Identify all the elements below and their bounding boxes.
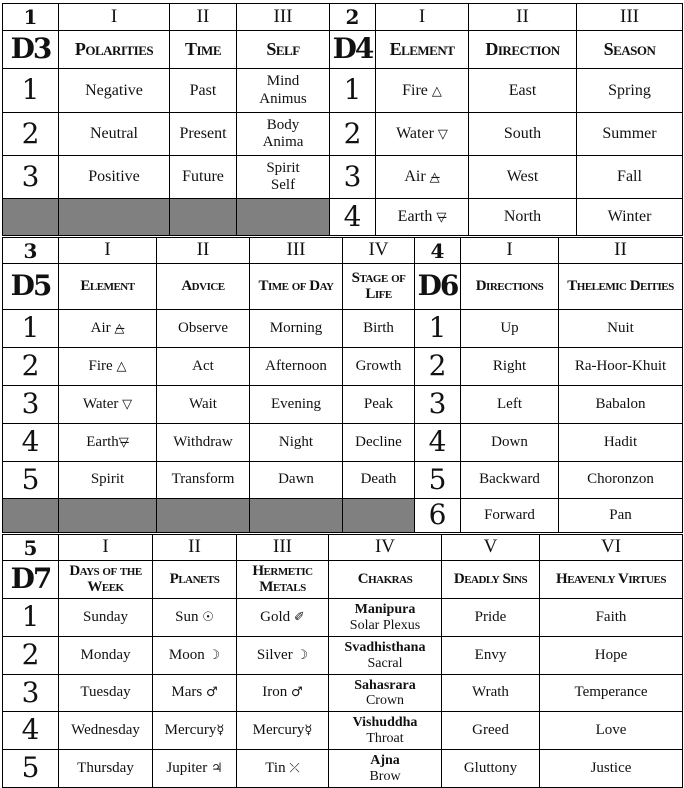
virtue-cell: Temperance: [540, 675, 683, 712]
cell: Summer: [577, 113, 683, 156]
chakra-name: Manipura: [354, 602, 416, 618]
cell: Choronzon: [559, 462, 683, 499]
moon-symbol-icon: ☽: [296, 647, 309, 663]
chakra-cell: [329, 599, 442, 637]
dimension-label: D6: [415, 264, 461, 310]
row-number: 1: [415, 310, 461, 348]
row-number: 1: [3, 310, 59, 348]
planet-name: Sun: [175, 608, 199, 625]
sin-cell: Envy: [442, 637, 540, 675]
sin-cell: Gluttony: [442, 750, 540, 788]
row-number: 4: [330, 199, 376, 236]
column-header: Hermetic Metals: [237, 561, 329, 599]
column-header: Season: [577, 31, 683, 69]
cell: Death: [343, 462, 415, 499]
earth-triangle-icon: ▽̶: [118, 434, 129, 450]
cell-text: Earth: [86, 433, 119, 450]
column-header: Polarities: [59, 31, 170, 69]
d7-body: [3, 599, 683, 788]
cell: Growth: [343, 348, 415, 386]
empty-cell: [157, 499, 250, 533]
column-header: Self: [237, 31, 330, 69]
planet-name: Jupiter: [166, 759, 208, 776]
air-triangle-icon: △̶: [114, 320, 125, 336]
empty-cell: [3, 199, 59, 236]
cell: Fall: [577, 156, 683, 199]
row-number: 1: [3, 69, 59, 113]
row-number: 2: [3, 348, 59, 386]
water-triangle-icon: ▽: [122, 396, 133, 412]
cell: Hadit: [559, 424, 683, 462]
table-row: [3, 675, 683, 712]
chakra-location: Solar Plexus: [349, 617, 421, 633]
column-header: Chakras: [329, 561, 442, 599]
row-number: 4: [415, 424, 461, 462]
table-row: [3, 462, 683, 499]
cell: Observe: [157, 310, 250, 348]
earth-triangle-icon: ▽̶: [436, 210, 447, 226]
cell: Mind Animus: [237, 69, 330, 113]
empty-cell: [170, 199, 237, 236]
table-row: [3, 750, 683, 788]
table-row: [3, 199, 683, 236]
cell: Present: [170, 113, 237, 156]
row-number: 3: [3, 675, 59, 712]
cell: Down: [461, 424, 559, 462]
roman-header: III: [237, 4, 330, 31]
cell: Nuit: [559, 310, 683, 348]
metal-cell: [237, 637, 329, 675]
mercury-symbol-icon: ☿: [216, 722, 225, 738]
row-number: 2: [415, 348, 461, 386]
roman-header: I: [461, 238, 559, 264]
air-triangle-icon: △̶: [429, 170, 440, 186]
cell: Babalon: [559, 386, 683, 424]
cell: Backward: [461, 462, 559, 499]
cell: [59, 348, 157, 386]
cell: Up: [461, 310, 559, 348]
dimension-label: D4: [330, 31, 376, 69]
roman-header: III: [250, 238, 343, 264]
cell-text: Water: [82, 395, 119, 412]
section-index: 3: [3, 238, 59, 264]
cell: Past: [170, 69, 237, 113]
planet-cell: [153, 675, 237, 712]
table-row: [3, 499, 683, 533]
cell: Birth: [343, 310, 415, 348]
virtue-cell: Justice: [540, 750, 683, 788]
cell: Spirit: [59, 462, 157, 499]
roman-header: VI: [540, 535, 683, 561]
cell: [376, 156, 469, 199]
column-header: Deadly Sins: [442, 561, 540, 599]
column-header: Time of Day: [250, 264, 343, 310]
planet-cell: [153, 599, 237, 637]
cell: Spirit Self: [237, 156, 330, 199]
row-number: 1: [330, 69, 376, 113]
metal-name: Mercury: [252, 721, 305, 738]
roman-header: II: [469, 4, 577, 31]
cell: Winter: [577, 199, 683, 236]
cell: Forward: [461, 499, 559, 533]
cell-text: Fire: [402, 81, 428, 99]
row-number: 3: [3, 386, 59, 424]
roman-header: V: [442, 535, 540, 561]
column-header: Heavenly Virtues: [540, 561, 683, 599]
chakra-cell: [329, 712, 442, 750]
jupiter-symbol-icon: ♃: [210, 760, 223, 776]
column-header: Element: [59, 264, 157, 310]
row-number: 2: [330, 113, 376, 156]
roman-header: III: [577, 4, 683, 31]
row-number: 5: [3, 462, 59, 499]
metal-name: Iron: [262, 684, 288, 701]
planet-name: Mars: [171, 684, 203, 701]
cell: Ra-Hoor-Khuit: [559, 348, 683, 386]
metal-name: Gold: [260, 608, 291, 625]
cell: Spring: [577, 69, 683, 113]
row-number: 1: [3, 599, 59, 637]
roman-header: II: [153, 535, 237, 561]
column-header: Days of the Week: [59, 561, 153, 599]
section-index: 5: [3, 535, 59, 561]
cell-text: Air: [90, 319, 111, 336]
planet-cell: [153, 637, 237, 675]
water-triangle-icon: ▽: [437, 127, 448, 143]
roman-header: III: [237, 535, 329, 561]
cell: [59, 424, 157, 462]
table-d3-d4: [2, 3, 683, 236]
cell: [59, 386, 157, 424]
roman-header: IV: [329, 535, 442, 561]
cell: East: [469, 69, 577, 113]
row-number: 5: [3, 750, 59, 788]
cell: Dawn: [250, 462, 343, 499]
table-row: [3, 599, 683, 637]
cell: Negative: [59, 69, 170, 113]
table-row: [3, 348, 683, 386]
metal-cell: [237, 750, 329, 788]
row-number: 4: [3, 424, 59, 462]
cell: Wait: [157, 386, 250, 424]
cell: Night: [250, 424, 343, 462]
column-header: Direction: [469, 31, 577, 69]
empty-cell: [59, 499, 157, 533]
column-header: Planets: [153, 561, 237, 599]
sin-cell: Greed: [442, 712, 540, 750]
cell: [59, 310, 157, 348]
chakra-cell: [329, 637, 442, 675]
dimension-label: D5: [3, 264, 59, 310]
virtue-cell: Hope: [540, 637, 683, 675]
empty-cell: [343, 499, 415, 533]
cell-text: Water: [396, 125, 434, 143]
empty-cell: [250, 499, 343, 533]
section-index: 2: [330, 4, 376, 31]
sin-cell: Pride: [442, 599, 540, 637]
metal-cell: [237, 675, 329, 712]
column-header: Stage of Life: [343, 264, 415, 310]
sun-symbol-icon: ☉: [202, 609, 214, 625]
cell: Right: [461, 348, 559, 386]
roman-header: I: [376, 4, 469, 31]
cell: Afternoon: [250, 348, 343, 386]
cell: Morning: [250, 310, 343, 348]
empty-cell: [237, 199, 330, 236]
cell-text: Air: [404, 168, 426, 186]
cell: Decline: [343, 424, 415, 462]
roman-header: II: [170, 4, 237, 31]
table-row: [3, 386, 683, 424]
virtue-cell: Love: [540, 712, 683, 750]
planet-cell: [153, 712, 237, 750]
cell: Body Anima: [237, 113, 330, 156]
table-row: [3, 424, 683, 462]
sin-cell: Wrath: [442, 675, 540, 712]
column-header: Advice: [157, 264, 250, 310]
chakra-location: Throat: [366, 730, 404, 746]
planet-name: Moon: [168, 646, 205, 663]
roman-header: I: [59, 535, 153, 561]
section-index: 1: [3, 4, 59, 31]
virtue-cell: Faith: [540, 599, 683, 637]
day-cell: Sunday: [59, 599, 153, 637]
day-cell: Thursday: [59, 750, 153, 788]
row-number: 3: [3, 156, 59, 199]
day-cell: Tuesday: [59, 675, 153, 712]
table-row: [3, 712, 683, 750]
cell: Future: [170, 156, 237, 199]
chakra-name: Svadhisthana: [344, 640, 426, 656]
metal-cell: [237, 712, 329, 750]
table-row: [3, 637, 683, 675]
chakra-location: Crown: [365, 693, 405, 708]
mars-symbol-icon: ♂: [291, 685, 303, 701]
cell: Act: [157, 348, 250, 386]
cell: Withdraw: [157, 424, 250, 462]
metal-name: Silver: [256, 646, 293, 663]
fire-triangle-icon: △: [116, 358, 127, 374]
day-cell: Wednesday: [59, 712, 153, 750]
chakra-cell: [329, 750, 442, 788]
cell: Positive: [59, 156, 170, 199]
cell: [376, 69, 469, 113]
planet-name: Mercury: [164, 721, 217, 738]
roman-header: IV: [343, 238, 415, 264]
table-row: [3, 310, 683, 348]
cell: North: [469, 199, 577, 236]
column-header: Element: [376, 31, 469, 69]
roman-header: II: [157, 238, 250, 264]
roman-header: I: [59, 4, 170, 31]
roman-header: II: [559, 238, 683, 264]
row-number: 6: [415, 499, 461, 533]
metal-cell: [237, 599, 329, 637]
column-header: Directions: [461, 264, 559, 310]
chakra-location: Sacral: [367, 655, 403, 671]
metal-name: Tin: [265, 759, 286, 776]
cell: Neutral: [59, 113, 170, 156]
dimension-label: D7: [3, 561, 59, 599]
moon-symbol-icon: ☽: [208, 647, 221, 663]
chakra-location: Brow: [369, 768, 401, 784]
cell: [376, 113, 469, 156]
day-cell: Monday: [59, 637, 153, 675]
cell-text: Earth: [397, 208, 433, 226]
column-header: Time: [170, 31, 237, 69]
cell: Left: [461, 386, 559, 424]
table-row: [3, 156, 683, 199]
row-number: 3: [415, 386, 461, 424]
cell: Transform: [157, 462, 250, 499]
row-number: 2: [3, 637, 59, 675]
chakra-cell: [329, 675, 442, 712]
table-row: [3, 69, 683, 113]
cell: Pan: [559, 499, 683, 533]
chakra-name: Ajna: [370, 753, 400, 769]
empty-cell: [59, 199, 170, 236]
fire-triangle-icon: △: [431, 83, 442, 99]
roman-header: I: [59, 238, 157, 264]
cell: West: [469, 156, 577, 199]
row-number: 3: [330, 156, 376, 199]
gold-symbol-icon: ✐: [293, 609, 305, 625]
chakra-name: Vishuddha: [352, 715, 418, 731]
planet-cell: [153, 750, 237, 788]
column-header: Thelemic Deities: [559, 264, 683, 310]
chakra-name: Sahasrara: [354, 677, 416, 693]
cell: Evening: [250, 386, 343, 424]
section-index: 4: [415, 238, 461, 264]
mercury-symbol-icon: ☿: [304, 722, 313, 738]
empty-cell: [3, 499, 59, 533]
dimension-label: D3: [3, 31, 59, 69]
table-d5-d6: [2, 237, 683, 533]
table-d7: [2, 534, 683, 788]
row-number: 5: [415, 462, 461, 499]
tin-symbol-icon: ⤫: [289, 760, 300, 776]
row-number: 2: [3, 113, 59, 156]
cell: [376, 199, 469, 236]
cell: Peak: [343, 386, 415, 424]
table-row: [3, 113, 683, 156]
cell: South: [469, 113, 577, 156]
row-number: 4: [3, 712, 59, 750]
mars-symbol-icon: ♂: [205, 685, 218, 701]
cell-text: Fire: [88, 357, 113, 374]
